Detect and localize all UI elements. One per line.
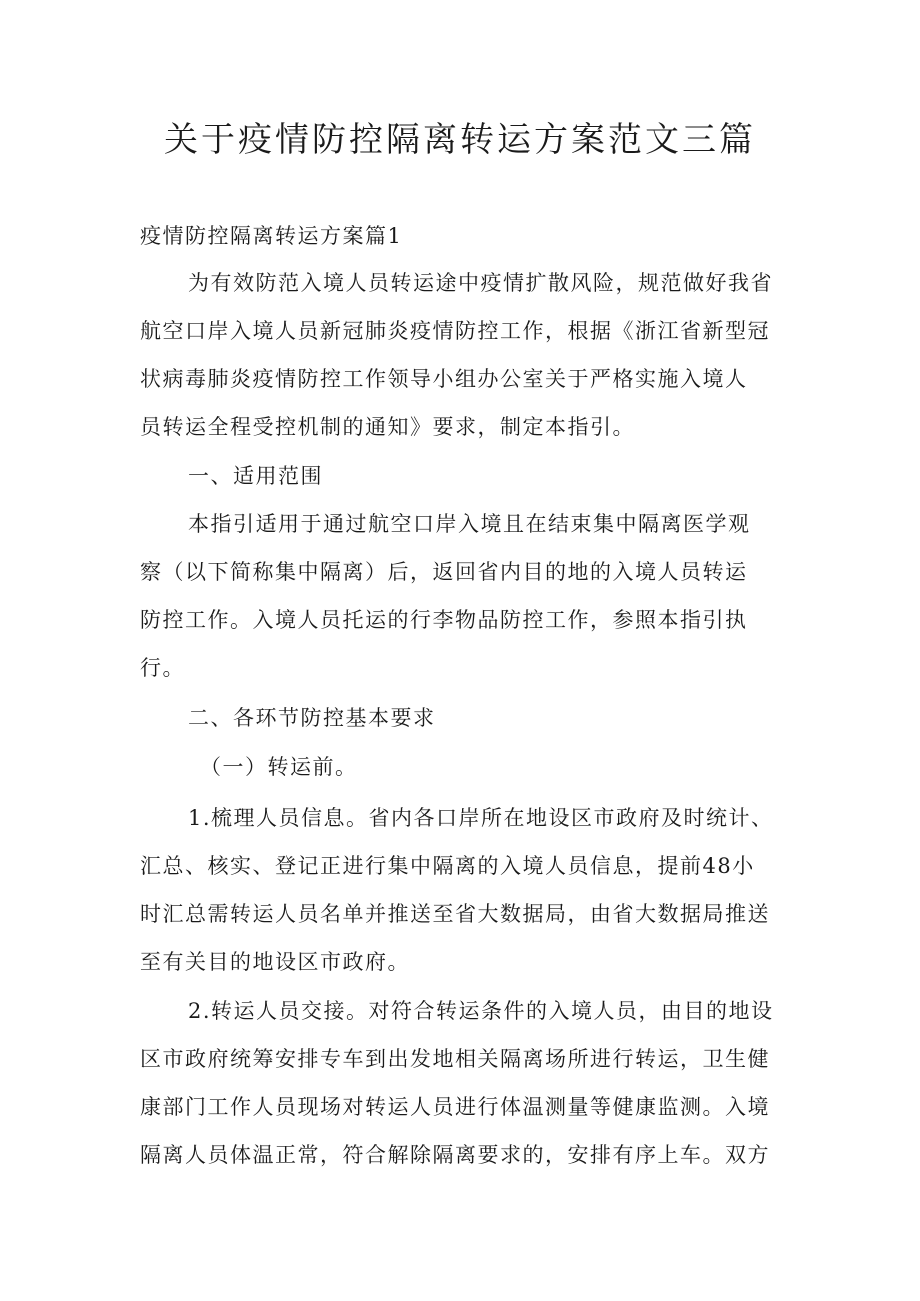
paragraph-line: 状病毒肺炎疫情防控工作领导小组办公室关于严格实施入境人 — [140, 367, 748, 391]
document-title: 关于疫情防控隔离转运方案范文三篇 — [164, 120, 756, 160]
paragraph-line: 至有关目的地设区市政府。 — [140, 950, 410, 974]
paragraph-line: 康部门工作人员现场对转运人员进行体温测量等健康监测。入境 — [140, 1095, 770, 1119]
paragraph-line: 区市政府统筹安排专车到出发地相关隔离场所进行转运，卫生健 — [140, 1047, 770, 1071]
subheading: （一）转运前。 — [200, 755, 358, 779]
paragraph-line: 2.转运人员交接。对符合转运条件的入境人员，由目的地设 — [188, 999, 774, 1023]
paragraph-line: 时汇总需转运人员名单并推送至省大数据局，由省大数据局推送 — [140, 902, 770, 926]
paragraph-line: 防控工作。入境人员托运的行李物品防控工作，参照本指引执 — [140, 608, 748, 632]
paragraph-line: 隔离人员体温正常，符合解除隔离要求的，安排有序上车。双方 — [140, 1143, 770, 1167]
paragraph-line: 为有效防范入境人员转运途中疫情扩散风险，规范做好我省 — [188, 271, 773, 295]
section-heading: 疫情防控隔离转运方案篇1 — [140, 224, 403, 248]
paragraph-line: 行。 — [140, 656, 185, 680]
subheading: 二、各环节防控基本要求 — [188, 706, 436, 730]
paragraph-line: 汇总、核实、登记正进行集中隔离的入境人员信息，提前48小 — [140, 854, 755, 878]
paragraph-line: 本指引适用于通过航空口岸入境且在结束集中隔离医学观 — [188, 512, 751, 536]
paragraph-line: 1.梳理人员信息。省内各口岸所在地设区市政府及时统计、 — [188, 806, 774, 830]
paragraph-line: 员转运全程受控机制的通知》要求，制定本指引。 — [140, 415, 635, 439]
subheading: 一、适用范围 — [188, 464, 323, 488]
paragraph-line: 察（以下简称集中隔离）后，返回省内目的地的入境人员转运 — [140, 560, 748, 584]
paragraph-line: 航空口岸入境人员新冠肺炎疫情防控工作，根据《浙江省新型冠 — [140, 319, 770, 343]
